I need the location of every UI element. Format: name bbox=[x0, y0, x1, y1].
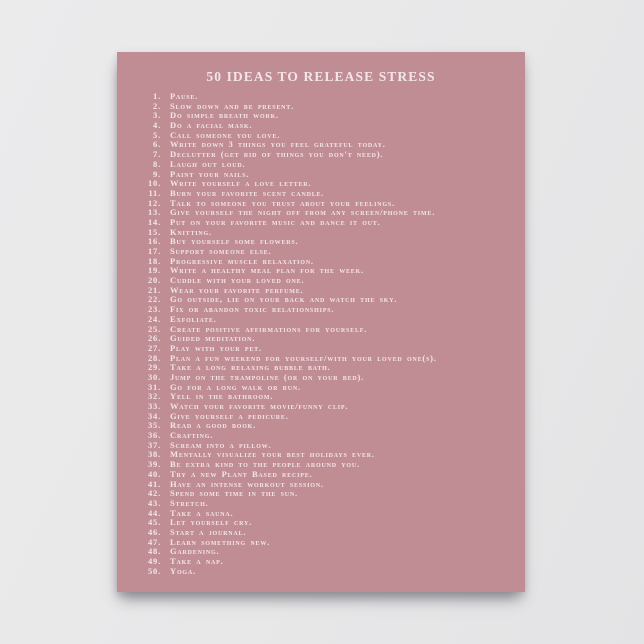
item-number: 34. bbox=[147, 410, 161, 421]
item-number: 37. bbox=[147, 439, 161, 450]
item-number: 3. bbox=[153, 110, 161, 121]
item-number: 17. bbox=[147, 246, 161, 256]
ideas-list bbox=[117, 92, 525, 576]
item-number: 26. bbox=[147, 333, 161, 344]
item-number: 35. bbox=[147, 420, 161, 431]
item-number: 22. bbox=[147, 294, 161, 305]
item-text: Cuddle with your loved one. bbox=[170, 275, 305, 286]
item-text: Write yourself a love letter. bbox=[170, 178, 312, 189]
item-text: Call someone you love. bbox=[170, 129, 281, 140]
item-number: 5. bbox=[153, 129, 161, 140]
item-text: Yoga. bbox=[170, 565, 196, 576]
item-number: 12. bbox=[147, 197, 161, 208]
item-number: 40. bbox=[147, 468, 161, 479]
item-number: 36. bbox=[147, 430, 161, 441]
item-number: 2. bbox=[153, 100, 161, 111]
item-text: Try a new Plant Based recipe. bbox=[170, 468, 313, 479]
item-number: 21. bbox=[147, 284, 161, 295]
item-number: 30. bbox=[147, 371, 161, 382]
item-number: 31. bbox=[147, 381, 161, 392]
item-number: 19. bbox=[147, 265, 161, 276]
card-title: 50 IDEAS TO RELEASE STRESS bbox=[206, 69, 436, 84]
item-text: Yell in the bathroom. bbox=[170, 391, 274, 402]
item-text: Go outside, lie on your back and watch the sky. bbox=[170, 294, 398, 305]
item-number: 27. bbox=[147, 342, 161, 353]
item-text: Talk to someone you trust about your feelings. bbox=[170, 197, 395, 208]
item-text: Give yourself a pedicure. bbox=[170, 410, 289, 421]
item-text: Laugh out loud. bbox=[170, 158, 246, 169]
item-text: Plan a fun weekend for yourself/with your loved one(s). bbox=[170, 352, 437, 363]
item-text: Learn something new. bbox=[170, 536, 271, 547]
item-text: Put on your favorite music and dance it out. bbox=[170, 216, 381, 227]
item-number: 33. bbox=[147, 401, 161, 411]
item-number: 10. bbox=[147, 178, 161, 189]
item-number: 18. bbox=[147, 255, 161, 266]
item-number: 45. bbox=[147, 517, 161, 528]
item-text: Let yourself cry. bbox=[170, 517, 253, 528]
item-text: Watch your favorite movie/funny clip. bbox=[170, 401, 349, 411]
item-text: Burn your favorite scent candle. bbox=[170, 187, 325, 198]
item-text: Support someone else. bbox=[170, 246, 272, 256]
item-text: Take a long relaxing bubble bath. bbox=[170, 362, 331, 373]
item-text: Stretch. bbox=[170, 497, 209, 508]
item-text: Guided meditation. bbox=[170, 333, 256, 344]
item-text: Jump on the trampoline (or on your bed). bbox=[170, 371, 365, 382]
item-text: Knitting. bbox=[170, 226, 212, 237]
item-number: 29. bbox=[147, 362, 161, 373]
item-number: 16. bbox=[147, 236, 161, 247]
item-text: Go for a long walk or run. bbox=[170, 381, 301, 392]
item-text: Be extra kind to the people around you. bbox=[170, 459, 360, 470]
item-number: 38. bbox=[147, 449, 161, 460]
item-text: Paint your nails. bbox=[170, 168, 250, 179]
item-text: Take a nap. bbox=[170, 556, 224, 566]
item-text: Scream into a pillow. bbox=[170, 439, 272, 450]
stress-ideas-card bbox=[117, 52, 525, 592]
item-text: Crafting. bbox=[170, 430, 214, 441]
item-number: 41. bbox=[147, 478, 161, 489]
item-text: Progressive muscle relaxation. bbox=[170, 255, 314, 266]
item-text: Fix or abandon toxic relationships. bbox=[170, 304, 335, 315]
item-number: 14. bbox=[147, 216, 161, 227]
item-text: Wear your favorite perfume. bbox=[170, 284, 304, 295]
item-number: 1. bbox=[153, 91, 161, 101]
item-number: 11. bbox=[148, 187, 161, 198]
item-text: Exfoliate. bbox=[170, 313, 217, 324]
item-number: 47. bbox=[147, 536, 161, 547]
item-text: Give yourself the night off from any screen/phone time. bbox=[170, 207, 436, 218]
item-text: Declutter (get rid of things you don't need). bbox=[170, 149, 384, 160]
item-text: Write a healthy meal plan for the week. bbox=[170, 265, 364, 276]
item-text: Take a sauna. bbox=[170, 507, 234, 518]
item-number: 20. bbox=[147, 275, 161, 286]
item-number: 8. bbox=[153, 158, 161, 169]
item-number: 23. bbox=[147, 304, 161, 315]
item-number: 6. bbox=[153, 139, 161, 150]
item-number: 42. bbox=[147, 488, 161, 499]
item-text: Gardening. bbox=[170, 546, 220, 557]
item-text: Start a journal. bbox=[170, 526, 247, 537]
item-number: 7. bbox=[153, 149, 161, 160]
item-text: Mentally visualize your best holidays ever. bbox=[170, 449, 375, 460]
item-text: Write down 3 things you feel grateful today. bbox=[170, 139, 386, 150]
item-number: 48. bbox=[147, 546, 161, 557]
item-text: Buy yourself some flowers. bbox=[170, 236, 299, 247]
item-number: 49. bbox=[147, 556, 161, 566]
item-number: 32. bbox=[147, 391, 161, 402]
item-text: Do simple breath work. bbox=[170, 110, 279, 121]
item-text: Pause. bbox=[170, 91, 199, 101]
item-number: 50. bbox=[147, 565, 161, 576]
item-number: 9. bbox=[153, 168, 161, 179]
item-text: Create positive affirmations for yourself. bbox=[170, 323, 368, 334]
list-item bbox=[127, 567, 519, 577]
item-number: 13. bbox=[147, 207, 161, 218]
item-number: 15. bbox=[147, 226, 161, 237]
item-number: 25. bbox=[147, 323, 161, 334]
item-number: 43. bbox=[147, 497, 161, 508]
item-text: Do a facial mask. bbox=[170, 120, 253, 131]
item-number: 44. bbox=[147, 507, 161, 518]
item-text: Spend some time in the sun. bbox=[170, 488, 298, 499]
item-text: Read a good book. bbox=[170, 420, 257, 431]
item-text: Have an intense workout session. bbox=[170, 478, 324, 489]
item-number: 24. bbox=[147, 313, 161, 324]
item-number: 28. bbox=[147, 352, 161, 363]
item-text: Play with your pet. bbox=[170, 342, 262, 353]
item-number: 39. bbox=[147, 459, 161, 470]
item-number: 46. bbox=[147, 526, 161, 537]
item-number: 4. bbox=[153, 120, 161, 131]
item-text: Slow down and be present. bbox=[170, 100, 295, 111]
